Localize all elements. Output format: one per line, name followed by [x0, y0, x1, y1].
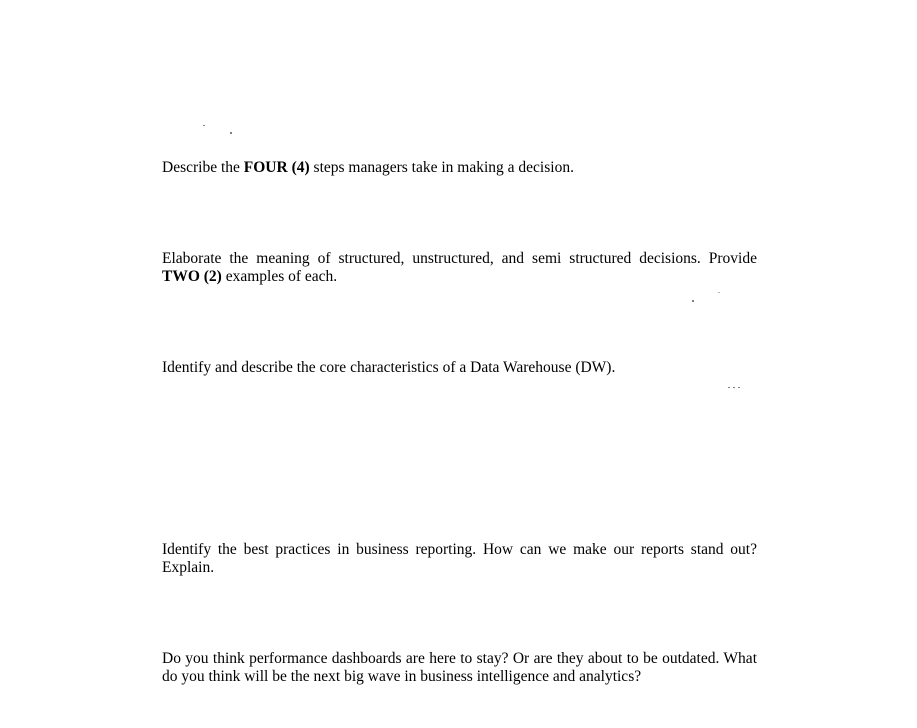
question-5: Do you think performance dashboards are here to stay? Or are they about to be outdated. What do you think will be the next big wave in business intelligence and analytics? [162, 650, 757, 685]
question-2-text-after: examples of each. [221, 268, 338, 285]
question-1 [162, 159, 757, 177]
question-3: Identify and describe the core characteristics of a Data Warehouse (DW). [162, 359, 616, 376]
question-2-text-before: Elaborate the meaning of structured, unstructured, and semi structured decisions. Provide [162, 250, 757, 267]
scan-speck [738, 387, 740, 388]
scan-speck [728, 387, 730, 388]
question-1-text-after: steps managers take in making a decision. [309, 159, 574, 176]
scan-speck [230, 132, 232, 134]
question-2-bold: TWO (2) [162, 268, 222, 285]
scan-speck [718, 292, 720, 293]
scan-speck [692, 300, 694, 302]
scan-speck [203, 125, 205, 126]
question-1-text-before: Describe the [162, 159, 244, 176]
question-2 [162, 250, 757, 286]
question-1-bold: FOUR (4) [243, 159, 310, 176]
question-4: Identify the best practices in business reporting. How can we make our reports stand out? Explain. [162, 541, 757, 576]
scan-speck [733, 387, 735, 388]
